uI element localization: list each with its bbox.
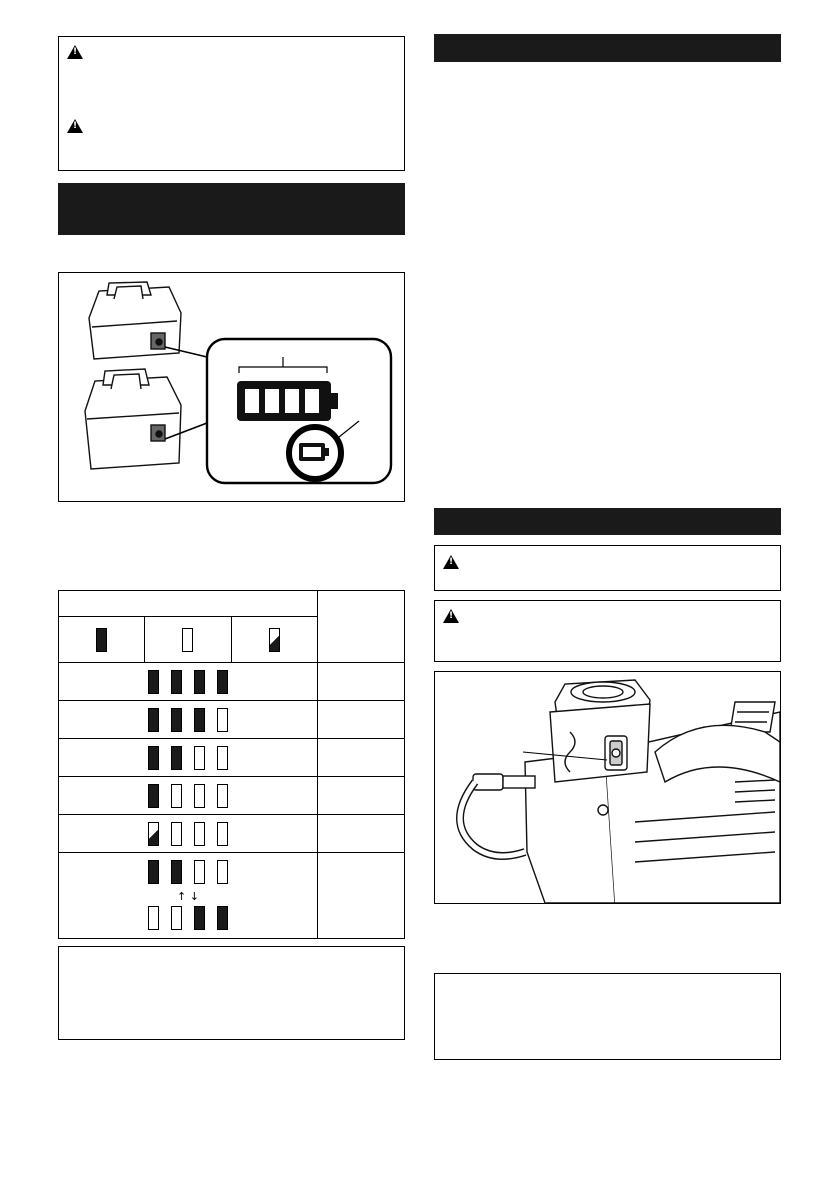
warning-box	[58, 36, 405, 171]
lamp-lighted-icon	[171, 670, 182, 694]
lamp-lighted-icon	[148, 670, 159, 694]
lamp-lighted-icon	[148, 708, 159, 732]
warning-icon	[443, 609, 459, 623]
lamp-lighted-icon	[96, 628, 107, 652]
lamp-off-icon	[217, 784, 228, 808]
lamp-off-icon	[194, 860, 205, 884]
tool-illustration	[435, 672, 780, 903]
capacity-cell	[317, 853, 404, 939]
tool-figure	[434, 671, 781, 904]
warning-icon	[443, 555, 459, 569]
lamp-off-icon	[171, 784, 182, 808]
lamp-lighted-icon	[148, 860, 159, 884]
section-header-bar	[434, 34, 781, 62]
lamp-lighted-icon	[148, 746, 159, 770]
lamp-lighted-icon	[217, 906, 228, 930]
legend-lighted	[59, 617, 145, 663]
lamp-lighted-icon	[171, 708, 182, 732]
lamp-lighted-icon	[194, 708, 205, 732]
capacity-cell	[317, 777, 404, 815]
section-header-bar	[58, 183, 405, 235]
lamp-off-icon	[217, 860, 228, 884]
table-header-capacity	[317, 591, 404, 663]
capacity-cell	[317, 701, 404, 739]
table-row	[59, 853, 318, 939]
lamp-off-icon	[182, 628, 193, 652]
caution-box	[434, 600, 781, 662]
capacity-cell	[317, 739, 404, 777]
battery-illustration	[59, 273, 404, 501]
lamp-blinking-icon	[148, 822, 159, 846]
note-box	[58, 946, 405, 1040]
lamp-off-icon	[194, 746, 205, 770]
lamp-lighted-icon	[171, 860, 182, 884]
lamp-off-icon	[194, 784, 205, 808]
table-row	[59, 739, 318, 777]
lamp-lighted-icon	[171, 746, 182, 770]
lamp-off-icon	[171, 906, 182, 930]
indicator-table	[58, 590, 405, 939]
caution-box	[434, 545, 781, 591]
alternating-arrows: ↑ ↓	[177, 889, 199, 903]
lamp-lighted-icon	[217, 670, 228, 694]
warning-icon	[67, 119, 83, 133]
lamp-off-icon	[194, 822, 205, 846]
legend-off	[145, 617, 231, 663]
table-row	[59, 815, 318, 853]
legend-blinking	[231, 617, 317, 663]
table-row	[59, 777, 318, 815]
capacity-cell	[317, 815, 404, 853]
note-box	[434, 973, 781, 1060]
lamp-off-icon	[217, 822, 228, 846]
section-header-bar	[434, 508, 781, 535]
capacity-cell	[317, 663, 404, 701]
lamp-off-icon	[217, 746, 228, 770]
lamp-lighted-icon	[194, 670, 205, 694]
lamp-off-icon	[148, 906, 159, 930]
battery-figure	[58, 272, 405, 502]
lamp-blinking-icon	[269, 628, 280, 652]
lamp-off-icon	[217, 708, 228, 732]
table-header-lamps	[59, 591, 318, 617]
table-row	[59, 663, 318, 701]
warning-icon	[67, 45, 83, 59]
table-row	[59, 701, 318, 739]
lamp-off-icon	[171, 822, 182, 846]
lamp-lighted-icon	[148, 784, 159, 808]
lamp-lighted-icon	[194, 906, 205, 930]
